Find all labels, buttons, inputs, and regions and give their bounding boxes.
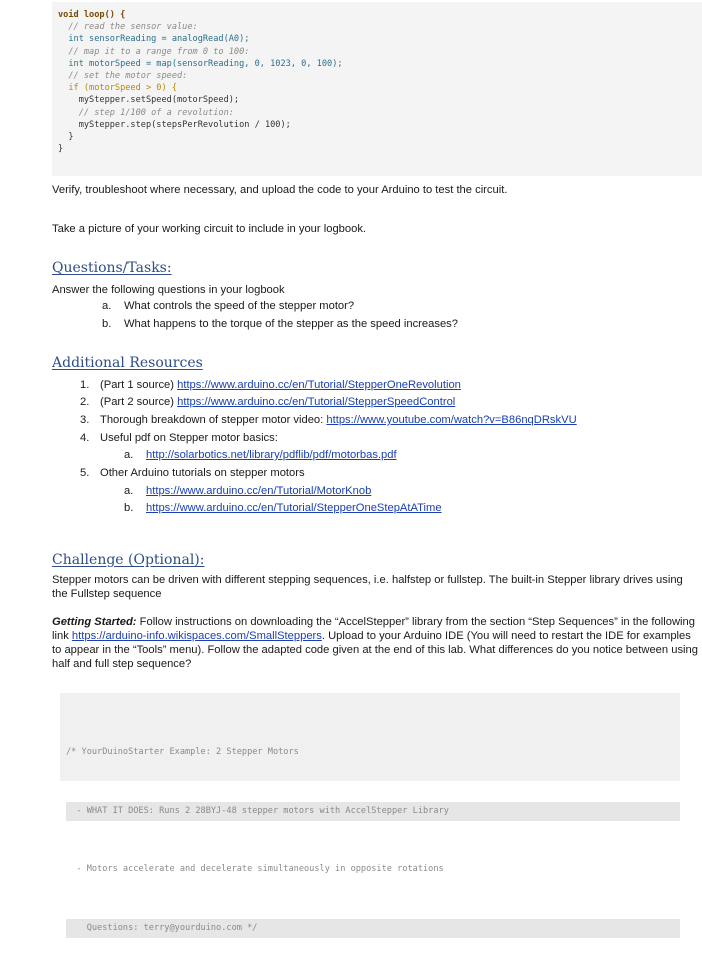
resource-link[interactable]: https://www.arduino.cc/en/Tutorial/StepperOneRevolution bbox=[177, 379, 461, 391]
code-block-header-comment bbox=[60, 693, 680, 933]
resource-subitem: b. https://www.arduino.cc/en/Tutorial/StepperOneStepAtATime bbox=[124, 502, 442, 514]
resources-heading: Additional Resources bbox=[52, 355, 203, 371]
resource-subitem: a. https://www.arduino.cc/en/Tutorial/MotorKnob bbox=[124, 485, 372, 497]
getting-started-paragraph: Getting Started: Follow instructions on downloading the “AccelStepper” library from the section “Step Sequences” in the following link https://arduino-info.wikispaces.com/SmallSteppers. Upload to your Arduino IDE (You will need to restart the IDE for examples to appear in the “Tools” menu). Follow the adapted code given at the end of this lab. What differences do you notice between using half and full step sequence? bbox=[52, 616, 698, 670]
questions-heading: Questions/Tasks: bbox=[52, 260, 172, 276]
resource-link[interactable]: https://www.arduino.cc/en/Tutorial/MotorKnob bbox=[146, 485, 372, 497]
resource-link[interactable]: https://www.youtube.com/watch?v=B86nqDRskVU bbox=[326, 414, 577, 426]
resource-item: 2. (Part 2 source) https://www.arduino.cc/en/Tutorial/StepperSpeedControl bbox=[80, 396, 456, 408]
code-line: // set the motor speed: bbox=[58, 71, 188, 82]
challenge-heading: Challenge (Optional): bbox=[52, 552, 205, 568]
question-item: a. What controls the speed of the stepper motor? bbox=[102, 300, 355, 312]
resource-item: 1. (Part 1 source) https://www.arduino.cc/en/Tutorial/StepperOneRevolution bbox=[80, 379, 461, 391]
resource-item: 4. Useful pdf on Stepper motor basics: bbox=[80, 432, 278, 444]
code-line: } bbox=[58, 132, 74, 143]
code-line: // step 1/100 of a revolution: bbox=[58, 107, 234, 118]
code-line: Questions: terry@yourduino.com */ bbox=[66, 919, 680, 939]
resource-subitem: a. http://solarbotics.net/library/pdflib/pdf/motorbas.pdf bbox=[124, 449, 397, 461]
challenge-paragraph: Stepper motors can be driven with different stepping sequences, i.e. halfstep or fullstep. The built-in Stepper library drives using the Fullstep sequence bbox=[52, 574, 683, 600]
code-line: - Motors accelerate and decelerate simultaneously in opposite rotations bbox=[66, 864, 444, 874]
code-line: /* YourDuinoStarter Example: 2 Stepper Motors bbox=[66, 747, 299, 757]
resource-link[interactable]: https://www.arduino.cc/en/Tutorial/StepperSpeedControl bbox=[177, 396, 456, 408]
code-line: // read the sensor value: bbox=[58, 22, 198, 33]
code-line: int sensorReading = analogRead(A0); bbox=[58, 34, 250, 45]
wikispaces-link[interactable]: https://arduino-info.wikispaces.com/SmallSteppers bbox=[71, 630, 322, 642]
code-block-loop bbox=[52, 2, 702, 176]
question-item: b. What happens to the torque of the stepper as the speed increases? bbox=[102, 318, 458, 330]
code-line: } bbox=[58, 144, 64, 155]
code-line: void loop() { bbox=[58, 10, 126, 20]
code-line: int motorSpeed = map(sensorReading, 0, 1023, 0, 100); bbox=[58, 58, 343, 69]
questions-intro: Answer the following questions in your logbook bbox=[52, 284, 285, 296]
code-line: myStepper.setSpeed(motorSpeed); bbox=[58, 95, 240, 106]
getting-started-label: Getting Started: bbox=[52, 616, 137, 628]
resource-link[interactable]: http://solarbotics.net/library/pdflib/pdf/motorbas.pdf bbox=[146, 449, 397, 461]
verify-instruction: Verify, troubleshoot where necessary, and upload the code to your Arduino to test the circuit. bbox=[52, 184, 508, 196]
code-line: if (motorSpeed > 0) { bbox=[58, 83, 177, 94]
code-line: - WHAT IT DOES: Runs 2 28BYJ-48 stepper motors with AccelStepper Library bbox=[66, 802, 680, 822]
resource-item: 5. Other Arduino tutorials on stepper motors bbox=[80, 467, 305, 479]
resource-item: 3. Thorough breakdown of stepper motor video: https://www.youtube.com/watch?v=B86nqDRskVU bbox=[80, 414, 577, 426]
code-line: myStepper.step(stepsPerRevolution / 100); bbox=[58, 119, 291, 130]
code-line: // map it to a range from 0 to 100: bbox=[58, 46, 250, 57]
resource-link[interactable]: https://www.arduino.cc/en/Tutorial/StepperOneStepAtATime bbox=[146, 502, 442, 514]
picture-instruction: Take a picture of your working circuit to include in your logbook. bbox=[52, 223, 367, 235]
